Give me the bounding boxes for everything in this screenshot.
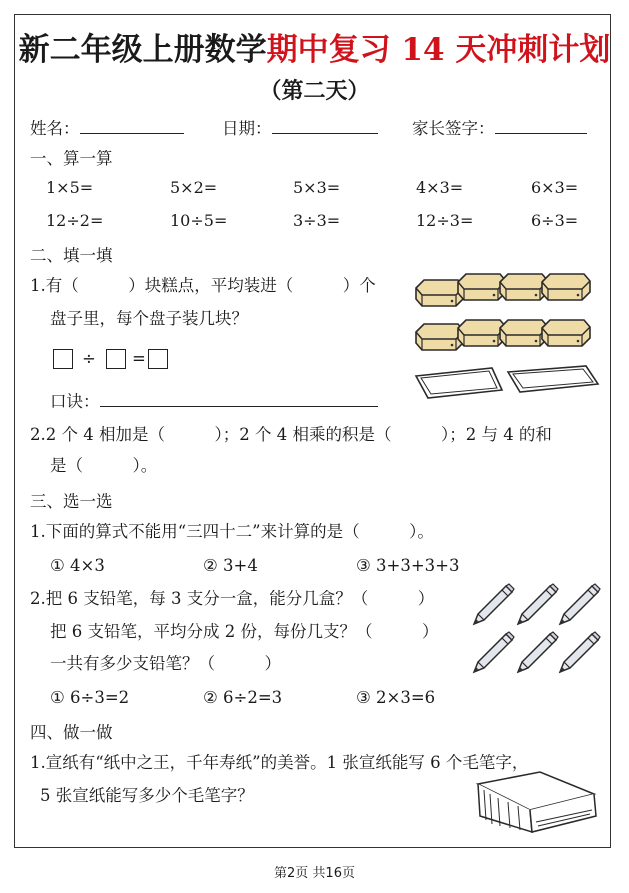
cakes-illustration bbox=[410, 272, 606, 412]
fill-question-1-cont: 盘子里，每个盘子装几块？ bbox=[50, 309, 248, 328]
calc-item: 6×3= bbox=[531, 178, 579, 197]
calc-item: 10÷5= bbox=[170, 211, 228, 230]
choice-option[interactable]: ③ 3+3+3+3 bbox=[356, 556, 460, 575]
page-title: 新二年级上册数学期中复习 14 天冲刺计划 bbox=[18, 32, 611, 68]
calc-item: 6÷3= bbox=[531, 211, 579, 230]
calc-item: 3÷3= bbox=[293, 211, 341, 230]
calc-item: 4×3= bbox=[416, 178, 464, 197]
choice-question-2-c: 一共有多少支铅笔？（ ） bbox=[50, 654, 281, 673]
pencils-illustration bbox=[466, 580, 606, 680]
equals-sign: = bbox=[132, 349, 146, 368]
date-label: 日期： bbox=[222, 119, 272, 138]
name-label: 姓名： bbox=[30, 119, 80, 138]
section-1-heading: 一、算一算 bbox=[30, 149, 113, 168]
choice-option[interactable]: ① 4×3 bbox=[50, 556, 105, 575]
divide-sign: ÷ bbox=[82, 349, 96, 368]
answer-box[interactable] bbox=[148, 349, 168, 369]
calc-item: 12÷2= bbox=[46, 211, 104, 230]
section-4-heading: 四、做一做 bbox=[30, 723, 113, 742]
fill-question-2-cont: 是（ ）。 bbox=[50, 456, 158, 475]
choice-option[interactable]: ③ 2×3=6 bbox=[356, 688, 436, 707]
choice-question-1: 1.下面的算式不能用“三四十二”来计算的是（ ）。 bbox=[30, 522, 434, 541]
section-3-heading: 三、选一选 bbox=[30, 492, 113, 511]
word-problem-1-cont: 5 张宣纸能写多少个毛笔字？ bbox=[40, 786, 254, 805]
answer-box[interactable] bbox=[53, 349, 73, 369]
fill-question-1: 1.有（ ）块糕点，平均装进（ ）个 bbox=[30, 276, 376, 295]
date-block bbox=[222, 117, 378, 141]
choice-question-2: 2.把 6 支铅笔，每 3 支分一盒，能分几盒？（ ） bbox=[30, 589, 435, 608]
date-field[interactable] bbox=[272, 132, 378, 134]
parent-sign-label: 家长签字： bbox=[412, 119, 495, 138]
name-field[interactable] bbox=[80, 132, 184, 134]
calc-item: 5×3= bbox=[293, 178, 341, 197]
choice-question-2-b: 把 6 支铅笔，平均分成 2 份，每份几支？（ ） bbox=[50, 622, 439, 641]
answer-box[interactable] bbox=[106, 349, 126, 369]
choice-option[interactable]: ② 3+4 bbox=[203, 556, 258, 575]
info-line bbox=[30, 117, 184, 141]
choice-option[interactable]: ① 6÷3=2 bbox=[50, 688, 130, 707]
parent-block bbox=[412, 117, 587, 141]
word-problem-1: 1.宣纸有“纸中之王，千年寿纸”的美誉。1 张宣纸能写 6 个毛笔字， bbox=[30, 753, 529, 772]
section-2-heading: 二、填一填 bbox=[30, 246, 113, 265]
koujue-label: 口诀： bbox=[50, 392, 100, 411]
page-subtitle: （第二天） bbox=[259, 78, 370, 104]
page-footer: 第2页 共16页 bbox=[274, 866, 355, 881]
calc-item: 5×2= bbox=[170, 178, 218, 197]
calc-item: 1×5= bbox=[46, 178, 94, 197]
parent-sign-field[interactable] bbox=[495, 132, 587, 134]
calc-item: 12÷3= bbox=[416, 211, 474, 230]
koujue-row bbox=[50, 390, 378, 414]
koujue-field[interactable] bbox=[100, 405, 378, 407]
choice-option[interactable]: ② 6÷2=3 bbox=[203, 688, 283, 707]
rice-paper-illustration bbox=[470, 766, 604, 838]
fill-question-2: 2.2 个 4 相加是（ ）；2 个 4 相乘的积是（ ）；2 与 4 的和 bbox=[30, 425, 552, 444]
